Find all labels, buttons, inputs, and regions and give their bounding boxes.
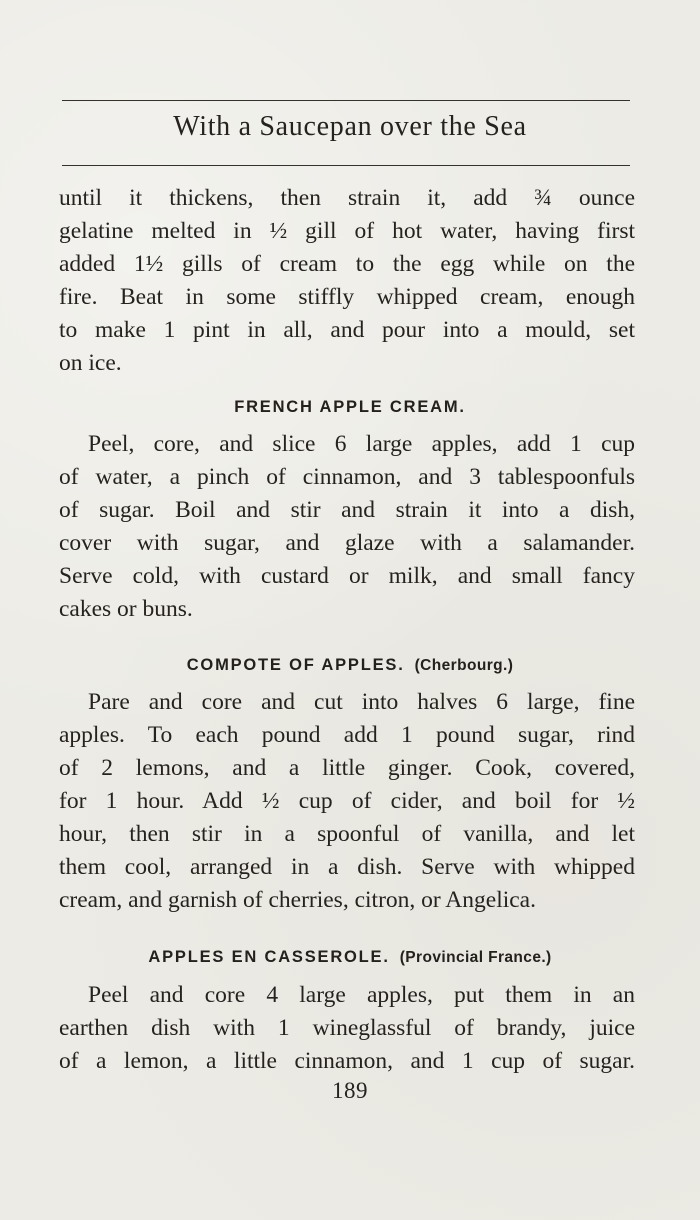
paragraph-line: Pare and core and cut into halves 6 large, fine: [88, 689, 635, 715]
paragraph-line: cream, and garnish of cherries, citron, or Angelica.: [59, 887, 536, 913]
paragraph-line: Peel and core 4 large apples, put them in an: [88, 982, 635, 1008]
paragraph-line: fire. Beat in some stiffly whipped cream, enough: [59, 284, 635, 310]
paragraph-line: on ice.: [59, 350, 122, 376]
section-heading-french-apple-cream: [0, 398, 700, 417]
paragraph-line: gelatine melted in ½ gill of hot water, having first: [59, 218, 635, 244]
paragraph-line: of a lemon, a little cinnamon, and 1 cup of sugar.: [59, 1048, 635, 1074]
section-title: COMPOTE OF APPLES.: [186, 656, 405, 674]
paragraph-line: of sugar. Boil and stir and strain it into a dish,: [59, 497, 635, 523]
intro-paragraph: [59, 182, 635, 380]
paragraph-line: hour, then stir in a spoonful of vanilla, and let: [59, 821, 635, 847]
paragraph-line: until it thickens, then strain it, add ¾ ounce: [59, 185, 635, 211]
paragraph-line: Peel, core, and slice 6 large apples, add 1 cup: [88, 431, 635, 457]
section-note: (Cherbourg.): [414, 657, 514, 674]
paragraph-line: Serve cold, with custard or milk, and small fancy: [59, 563, 635, 589]
section-title: FRENCH APPLE CREAM.: [234, 398, 466, 416]
paragraph-line: added 1½ gills of cream to the egg while on the: [59, 251, 635, 277]
recipe-french-apple-cream: [59, 428, 635, 626]
paragraph-line: of water, a pinch of cinnamon, and 3 tablespoonfuls: [59, 464, 635, 490]
page-number: 189: [332, 1078, 368, 1103]
header-bottom-rule: [62, 165, 630, 166]
top-rule: [62, 100, 630, 101]
running-header: With a Saucepan over the Sea: [173, 111, 527, 142]
section-heading-compote-of-apples: [0, 656, 700, 675]
recipe-apples-en-casserole: [59, 979, 635, 1078]
section-heading-apples-en-casserole: [0, 948, 700, 967]
paragraph-line: for 1 hour. Add ½ cup of cider, and boil for ½: [59, 788, 635, 814]
paragraph-line: them cool, arranged in a dish. Serve with whipped: [59, 854, 635, 880]
paragraph-line: apples. To each pound add 1 pound sugar, rind: [59, 722, 635, 748]
paragraph-line: of 2 lemons, and a little ginger. Cook, covered,: [59, 755, 635, 781]
section-note: (Provincial France.): [399, 949, 552, 966]
section-title: APPLES EN CASSEROLE.: [148, 948, 390, 966]
paragraph-line: earthen dish with 1 wineglassful of brandy, juice: [59, 1015, 635, 1041]
paragraph-line: to make 1 pint in all, and pour into a mould, set: [59, 317, 635, 343]
paragraph-line: cakes or buns.: [59, 596, 193, 622]
recipe-compote-of-apples: [59, 686, 635, 917]
paragraph-line: cover with sugar, and glaze with a salamander.: [59, 530, 635, 556]
